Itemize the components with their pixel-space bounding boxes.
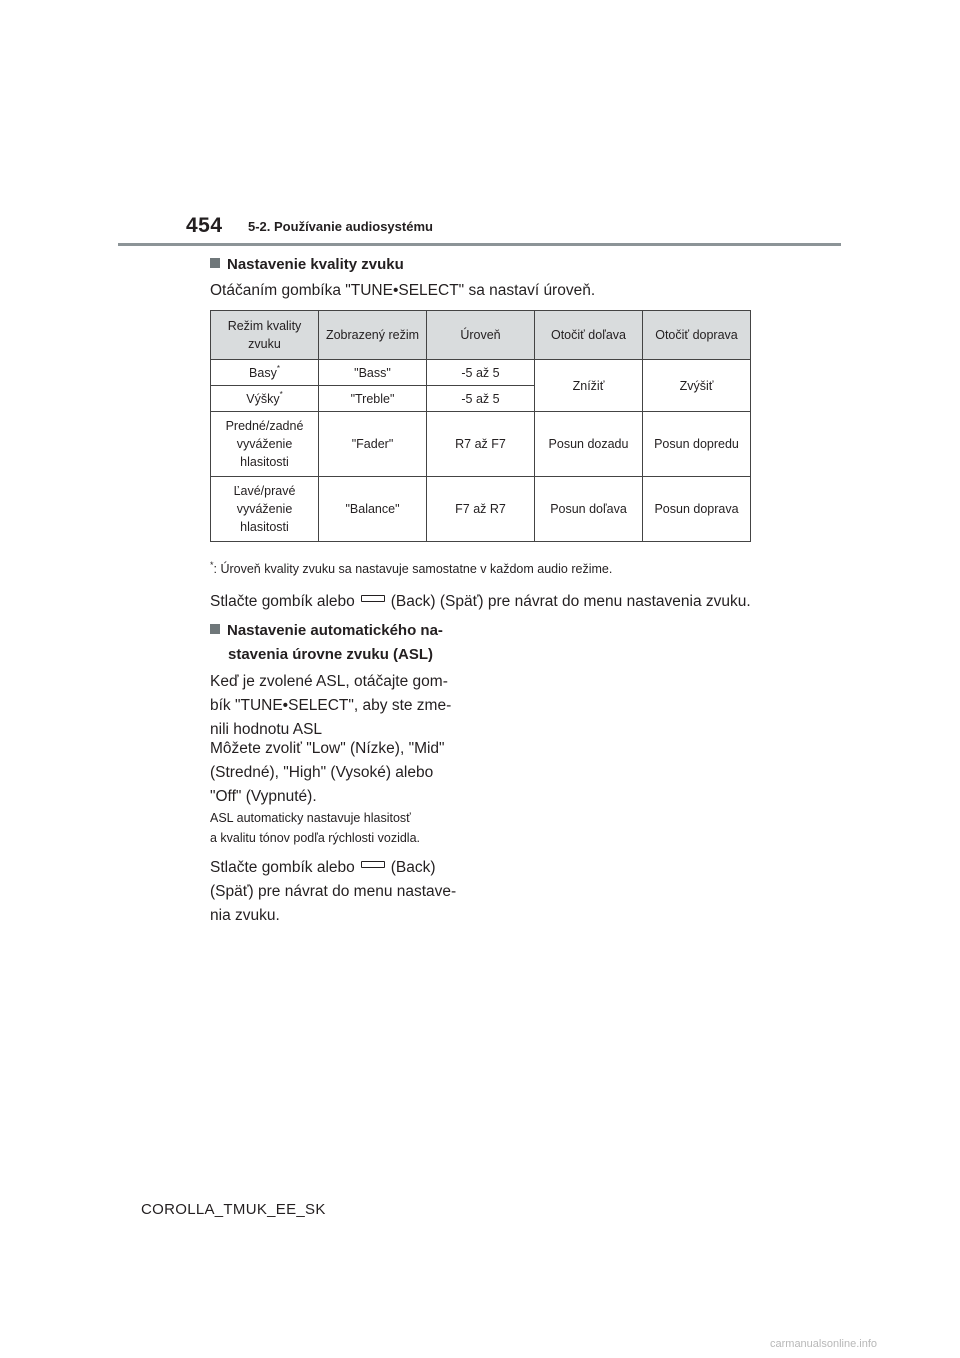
asl-note: ASL automaticky nastavuje hlasitosť a kvalitu tónov podľa rýchlosti vozidla.	[210, 811, 421, 845]
footnote-mark: *	[210, 560, 214, 570]
table-row	[211, 412, 751, 477]
back-instruction: Stlačte gombík alebo (Back) (Späť) pre návrat do menu nastavenia zvuku.	[210, 593, 751, 610]
square-bullet-icon	[210, 258, 220, 268]
sound-quality-intro: Otáčaním gombíka "TUNE•SELECT" sa nastaví úroveň.	[210, 282, 596, 299]
table-row	[211, 360, 751, 386]
table-header-row	[211, 311, 751, 360]
table-cell: "Balance"	[319, 477, 427, 542]
table-cell: Zvýšiť	[643, 360, 751, 412]
table-cell: "Bass"	[319, 360, 427, 386]
asl-options-paragraph: Môžete zvoliť "Low" (Nízke), "Mid" (Stredné), "High" (Vysoké) alebo "Off" (Vypnuté).	[210, 740, 445, 805]
table-cell: Posun doprava	[643, 477, 751, 542]
header-divider	[118, 243, 841, 246]
table-cell: -5 až 5	[427, 360, 535, 386]
table-cell: R7 až F7	[427, 412, 535, 477]
table-cell: Predné/zadné vyváženie hlasitosti	[211, 412, 319, 477]
table-header: Úroveň	[427, 311, 535, 360]
page-number: 454	[186, 214, 223, 237]
table-cell: Výšky*	[211, 386, 319, 412]
document-code: COROLLA_TMUK_EE_SK	[141, 1201, 326, 1218]
table-cell: Basy*	[211, 360, 319, 386]
section-title: 5-2. Používanie audiosystému	[248, 219, 433, 234]
table-cell: Posun dozadu	[535, 412, 643, 477]
table-row	[211, 477, 751, 542]
back-button-icon	[361, 861, 385, 868]
watermark: carmanualsonline.info	[770, 1338, 878, 1350]
asl-paragraph: Keď je zvolené ASL, otáčajte gom- bík "TUNE•SELECT", aby ste zme- nili hodnotu ASL	[210, 673, 452, 738]
table-header: Otočiť doľava	[535, 311, 643, 360]
heading-text: Nastavenie kvality zvuku	[227, 256, 404, 273]
square-bullet-icon	[210, 624, 220, 634]
asl-back-instruction: Stlačte gombík alebo (Back) (Späť) pre návrat do menu nastave- nia zvuku.	[210, 859, 457, 924]
table-cell: Znížiť	[535, 360, 643, 412]
table-header: Otočiť doprava	[643, 311, 751, 360]
table-cell: Posun dopredu	[643, 412, 751, 477]
table-cell: F7 až R7	[427, 477, 535, 542]
table-cell: Posun doľava	[535, 477, 643, 542]
back-button-icon	[361, 595, 385, 602]
table-header: Zobrazený režim	[319, 311, 427, 360]
table-cell: "Treble"	[319, 386, 427, 412]
sound-quality-table	[210, 310, 751, 542]
table-header: Režim kvality zvuku	[211, 311, 319, 360]
footnote-text: : Úroveň kvality zvuku sa nastavuje samostatne v každom audio režime.	[213, 562, 613, 576]
sound-quality-heading	[210, 253, 404, 277]
table-cell: "Fader"	[319, 412, 427, 477]
table-cell: Ľavé/pravé vyváženie hlasitosti	[211, 477, 319, 542]
table-cell: -5 až 5	[427, 386, 535, 412]
table-footnote	[210, 560, 612, 576]
asl-heading: Nastavenie automatického na- stavenia úrovne zvuku (ASL)	[210, 619, 443, 667]
